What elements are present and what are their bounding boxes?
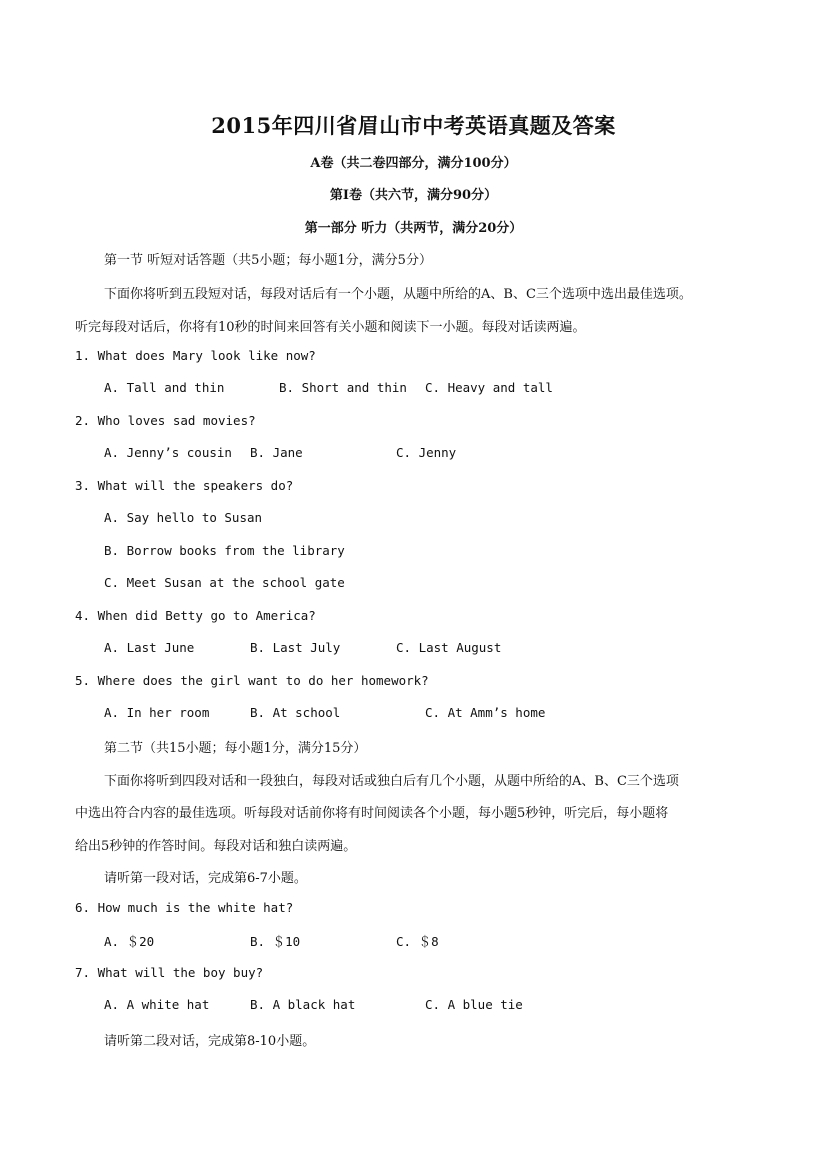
section2-instructions-2: 中选出符合内容的最佳选项。听每段对话前你将有时间阅读各个小题，每小题5秒钟，听完后，每小题将 xyxy=(75,806,669,821)
q4-option-c: C. Last August xyxy=(396,640,502,655)
q3-option-b: B. Borrow books from the library xyxy=(104,543,345,558)
page-title: 2015年四川省眉山市中考英语真题及答案 xyxy=(211,113,616,138)
question-4: 4. When did Betty go to America? xyxy=(75,608,316,623)
q3-option-c: C. Meet Susan at the school gate xyxy=(104,575,345,590)
q6-option-a: A. ＄20 xyxy=(104,934,155,949)
question-2: 2. Who loves sad movies? xyxy=(75,413,256,428)
dialogue2-intro: 请听第二段对话，完成第8-10小题。 xyxy=(104,1034,316,1049)
section2-instructions-3: 给出5秒钟的作答时间。每段对话和独白读两遍。 xyxy=(75,839,357,854)
section1-instructions-1: 下面你将听到五段短对话，每段对话后有一个小题，从题中所给的A、B、C三个选项中选出最佳选项。 xyxy=(104,287,692,302)
question-7: 7. What will the boy buy? xyxy=(75,965,264,980)
q2-option-a: A. Jenny’s cousin xyxy=(104,445,232,460)
q1-option-c: C. Heavy and tall xyxy=(425,380,553,395)
question-1: 1. What does Mary look like now? xyxy=(75,348,316,363)
q7-option-b: B. A black hat xyxy=(250,997,356,1012)
q2-option-c: C. Jenny xyxy=(396,445,457,460)
q5-option-c: C. At Amm’s home xyxy=(425,705,546,720)
section2-instructions-1: 下面你将听到四段对话和一段独白，每段对话或独白后有几个小题，从题中所给的A、B、C三个选项 xyxy=(104,774,679,789)
q3-option-a: A. Say hello to Susan xyxy=(104,510,263,525)
q2-option-b: B. Jane xyxy=(250,445,303,460)
dialogue1-intro: 请听第一段对话，完成第6-7小题。 xyxy=(104,871,307,886)
q4-option-b: B. Last July xyxy=(250,640,341,655)
subtitle-c: 第一部分 听力（共两节，满分20分） xyxy=(304,221,523,236)
q5-option-b: B. At school xyxy=(250,705,341,720)
q1-option-a: A. Tall and thin xyxy=(104,380,225,395)
section2-heading: 第二节（共15小题；每小题1分，满分15分） xyxy=(104,741,367,756)
q4-option-a: A. Last June xyxy=(104,640,195,655)
q5-option-a: A. In her room xyxy=(104,705,210,720)
question-5: 5. Where does the girl want to do her homework? xyxy=(75,673,429,688)
q1-option-b: B. Short and thin xyxy=(279,380,407,395)
q7-option-c: C. A blue tie xyxy=(425,997,523,1012)
q7-option-a: A. A white hat xyxy=(104,997,210,1012)
question-3: 3. What will the speakers do? xyxy=(75,478,294,493)
q6-option-c: C. ＄8 xyxy=(396,934,439,949)
subtitle-a: A卷（共二卷四部分，满分100分） xyxy=(310,156,517,171)
section1-heading: 第一节 听短对话答题（共5小题；每小题1分，满分5分） xyxy=(104,253,432,268)
subtitle-b: 第Ⅰ卷（共六节，满分90分） xyxy=(329,188,498,203)
section1-instructions-2: 听完每段对话后，你将有10秒的时间来回答有关小题和阅读下一小题。每段对话读两遍。 xyxy=(75,320,586,335)
q6-option-b: B. ＄10 xyxy=(250,934,301,949)
question-6: 6. How much is the white hat? xyxy=(75,900,294,915)
